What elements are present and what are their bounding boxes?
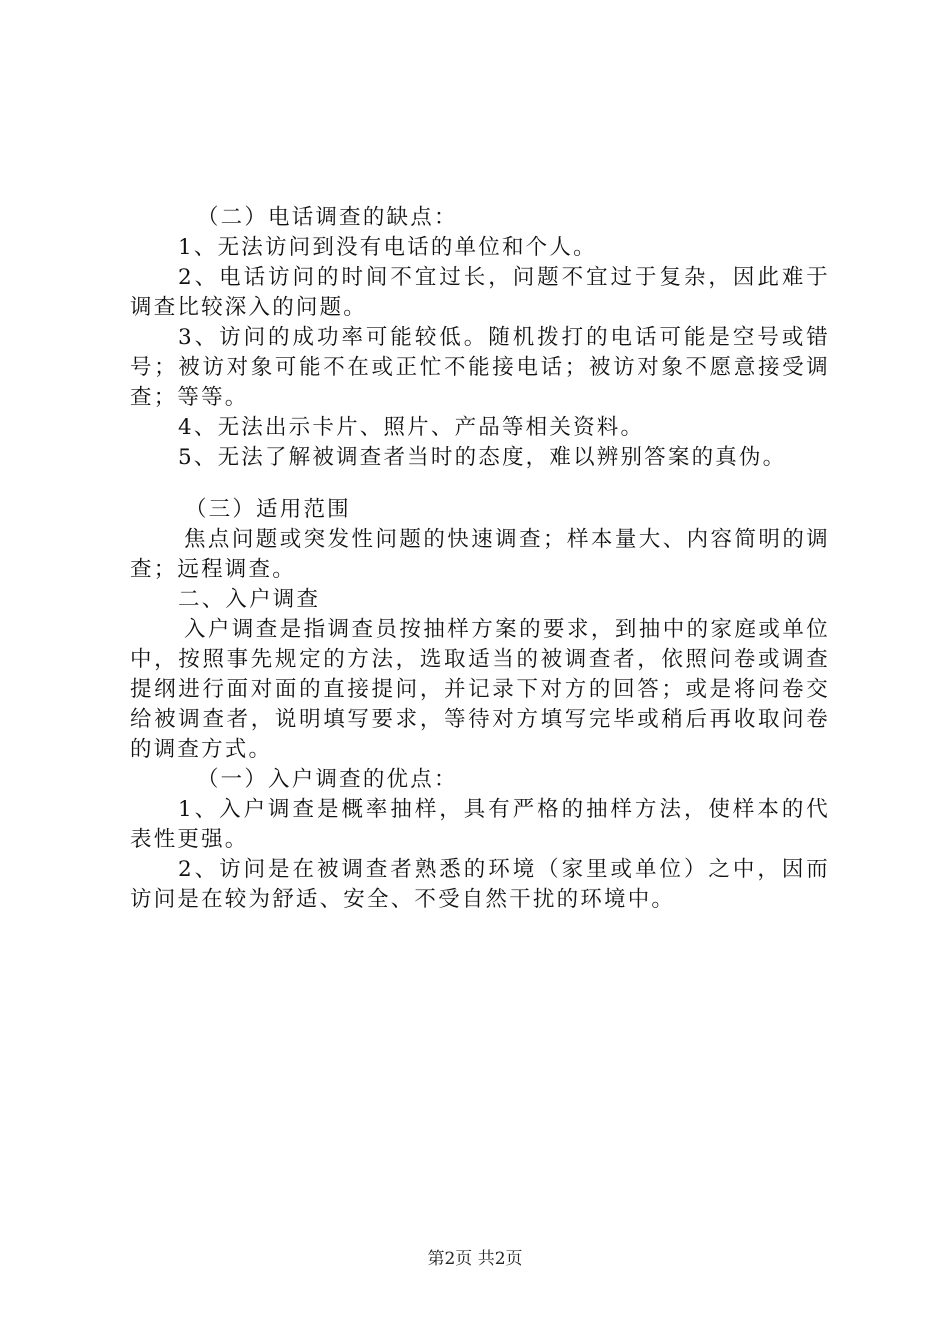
paragraph: 1、无法访问到没有电话的单位和个人。 [178,235,597,260]
paragraph: 3、访问的成功率可能较低。随机拨打的电话可能是空号或错号；被访对象可能不在或正忙不能接电话；被访对象不愿意接受调查；等等。 [130,325,830,410]
paragraph: 2、电话访问的时间不宜过长，问题不宜过于复杂，因此难于调查比较深入的问题。 [130,265,830,320]
paragraph: 1、入户调查是概率抽样，具有严格的抽样方法，使样本的代表性更强。 [130,797,830,852]
paragraph: 4、无法出示卡片、照片、产品等相关资料。 [178,415,645,440]
paragraph: 入户调查是指调查员按抽样方案的要求，到抽中的家庭或单位中，按照事先规定的方法，选取适当的被调查者，依照问卷或调查提纲进行面对面的直接提问，并记录下对方的回答；或是将问卷交给被调查者，说明填写要求，等待对方填写完毕或稍后再收取问卷的调查方式。 [130,617,830,762]
page-footer: 第2页 共2页 [427,1249,523,1269]
paragraph: （一）入户调查的优点： [184,767,458,792]
paragraph: 5、无法了解被调查者当时的态度，难以辨别答案的真伪。 [178,445,787,470]
paragraph: 二、入户调查 [178,587,321,612]
document-body [130,203,830,915]
paragraph: （三）适用范围 [172,497,351,522]
paragraph-gap [130,473,830,495]
paragraph: （二）电话调查的缺点： [184,205,458,230]
paragraph: 2、访问是在被调查者熟悉的环境（家里或单位）之中，因而访问是在较为舒适、安全、不受自然干扰的环境中。 [130,857,830,912]
paragraph: 焦点问题或突发性问题的快速调查；样本量大、内容简明的调查；远程调查。 [130,527,830,582]
